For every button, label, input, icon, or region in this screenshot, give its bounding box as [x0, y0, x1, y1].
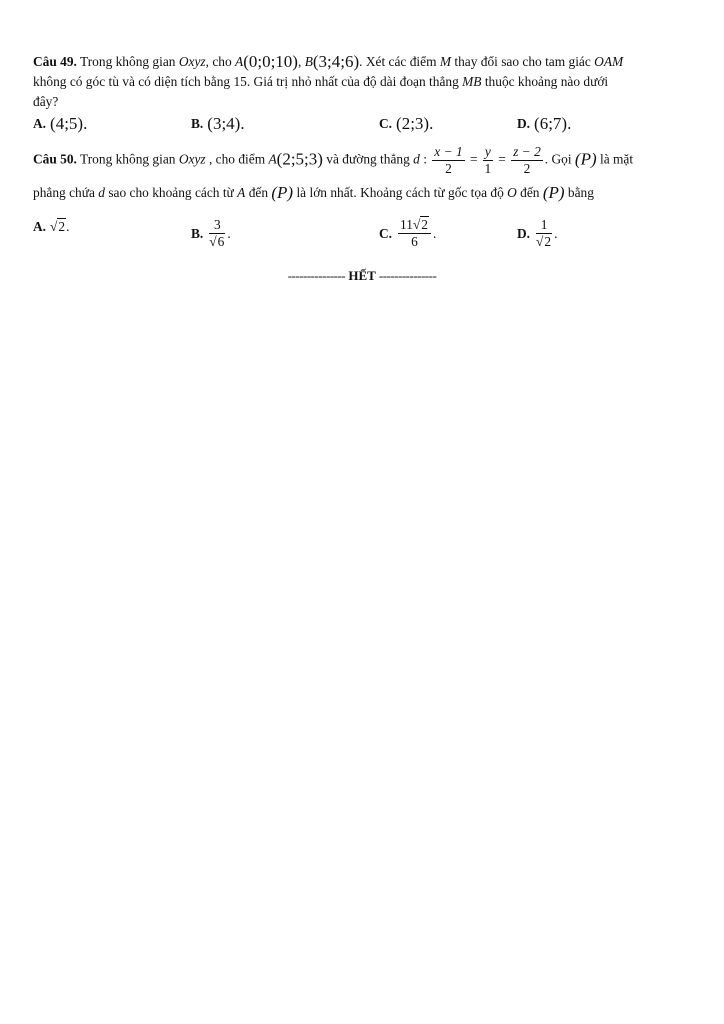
radicand: 2	[544, 234, 552, 249]
frac-numerator: x − 1	[434, 144, 463, 159]
q50-line-2	[33, 183, 673, 203]
q50-equals: =	[466, 151, 481, 167]
q50-equals: =	[494, 151, 510, 167]
q49-answers	[33, 112, 673, 136]
q50-fraction-y	[483, 144, 493, 177]
frac-denominator: 1	[484, 161, 492, 176]
answer-tail: .	[433, 225, 437, 241]
q49-line-2	[33, 72, 673, 92]
q50-plane-p: (P)	[574, 149, 597, 169]
frac-denominator: 2	[445, 161, 452, 176]
q50-answer-a[interactable]	[33, 217, 69, 237]
q49-line-3: đây?	[33, 94, 59, 109]
answer-value: (4;5).	[50, 114, 88, 133]
q50-text: đến	[516, 185, 543, 200]
answer-letter: C.	[379, 225, 393, 241]
q49-text: không có góc tù và có diện tích bằng	[33, 74, 234, 89]
q49-text: thuộc khoảng nào dưới	[481, 74, 609, 89]
q49-mb: MB	[462, 74, 482, 89]
q49-oam: OAM	[594, 54, 624, 69]
answer-letter: B.	[191, 116, 204, 131]
q50-line-1	[33, 144, 673, 177]
answer-fraction	[536, 217, 552, 250]
q50-text: sao cho khoảng cách từ	[104, 185, 238, 200]
q50-line-d: d	[413, 151, 420, 167]
footer-text: HẾT	[345, 268, 379, 283]
q50-fraction-x	[432, 144, 464, 177]
q50-text: đến	[245, 185, 272, 200]
q50-text: và đường thẳng	[322, 151, 414, 167]
answer-letter: A.	[33, 219, 47, 234]
q50-text: bằng	[564, 185, 594, 200]
answer-letter: C.	[379, 116, 393, 131]
frac-numerator: 3	[209, 217, 225, 234]
q50-point-a: A	[237, 185, 246, 200]
q49-area: 15	[233, 74, 247, 89]
answer-tail: .	[227, 225, 231, 241]
q50-origin-o: O	[507, 185, 517, 200]
q49-oxyz: Oxyz	[178, 54, 206, 69]
q49-text: thay đổi sao cho tam giác	[451, 54, 595, 69]
answer-tail: .	[66, 219, 70, 234]
question-49	[33, 52, 673, 136]
q50-label: Câu 50.	[33, 151, 77, 167]
q50-text: , cho điểm	[205, 151, 269, 167]
q49-text: , cho	[205, 54, 236, 69]
frac-denominator: 6	[411, 234, 418, 249]
q50-fraction-z	[511, 144, 543, 177]
frac-denominator: √2	[536, 234, 552, 249]
q49-answer-c[interactable]	[379, 114, 433, 134]
sqrt-symbol: √2	[412, 217, 428, 232]
q49-answer-b[interactable]	[191, 114, 245, 134]
q49-line-1	[33, 52, 673, 72]
answer-value: (3;4).	[207, 114, 245, 133]
q49-point-a: A	[235, 54, 244, 69]
q50-text: Trong không gian	[76, 151, 179, 167]
frac-numerator: y	[484, 144, 491, 159]
q50-point-a: A	[268, 151, 277, 167]
frac-denominator: √6	[209, 234, 225, 249]
q49-coord-b: (3;4;6)	[312, 52, 360, 71]
answer-tail: .	[554, 225, 558, 241]
answer-letter: D.	[517, 225, 531, 241]
end-of-exam-marker	[0, 268, 724, 284]
q49-label: Câu 49.	[33, 54, 77, 69]
q49-point-m: M	[439, 54, 451, 69]
answer-letter: D.	[517, 116, 531, 131]
q50-text: là lớn nhất. Khoảng cách từ gốc tọa độ	[293, 185, 508, 200]
answer-letter: B.	[191, 225, 204, 241]
q49-answer-d[interactable]	[517, 114, 571, 134]
radicand: 2	[58, 219, 66, 234]
frac-numerator: z − 2	[513, 144, 541, 159]
footer-dash-left: ---------------	[287, 268, 346, 283]
exam-page	[33, 52, 673, 261]
q50-plane-p: (P)	[271, 183, 294, 202]
radicand: 2	[421, 217, 428, 232]
coefficient: 11	[400, 217, 413, 232]
q50-text: . Gọi	[544, 151, 575, 167]
q50-line-d: d	[98, 185, 105, 200]
answer-fraction	[209, 217, 225, 250]
answer-value: (2;3).	[396, 114, 434, 133]
q50-coord-a: (2;5;3)	[276, 149, 323, 169]
answer-letter: A.	[33, 116, 47, 131]
footer-dash-right: ---------------	[378, 268, 437, 283]
q49-text: . Giá trị nhỏ nhất của độ dài đoạn thẳng	[246, 74, 463, 89]
question-50	[33, 144, 673, 261]
answer-value: (6;7).	[534, 114, 572, 133]
q50-answers	[33, 211, 673, 261]
sqrt-symbol: √2	[50, 219, 66, 234]
q50-text: phẳng chứa	[33, 185, 99, 200]
radicand: 6	[217, 234, 225, 249]
q50-oxyz: Oxyz	[178, 151, 206, 167]
q49-text: . Xét các điểm	[359, 54, 440, 69]
q50-text: là mặt	[596, 151, 634, 167]
q49-coord-a: (0;0;10)	[243, 52, 298, 71]
q50-answer-c[interactable]	[379, 217, 436, 250]
q50-text: :	[419, 151, 431, 167]
frac-numerator	[398, 217, 431, 234]
q49-answer-a[interactable]	[33, 114, 87, 134]
q49-text: Trong không gian	[76, 54, 179, 69]
frac-numerator: 1	[536, 217, 552, 234]
q49-point-b: B	[304, 54, 313, 69]
q50-answer-d[interactable]	[517, 217, 557, 250]
frac-denominator: 2	[523, 161, 531, 176]
q49-text: ,	[297, 54, 305, 69]
answer-fraction	[398, 217, 431, 250]
q50-plane-p: (P)	[542, 183, 565, 202]
q50-answer-b[interactable]	[191, 217, 231, 250]
